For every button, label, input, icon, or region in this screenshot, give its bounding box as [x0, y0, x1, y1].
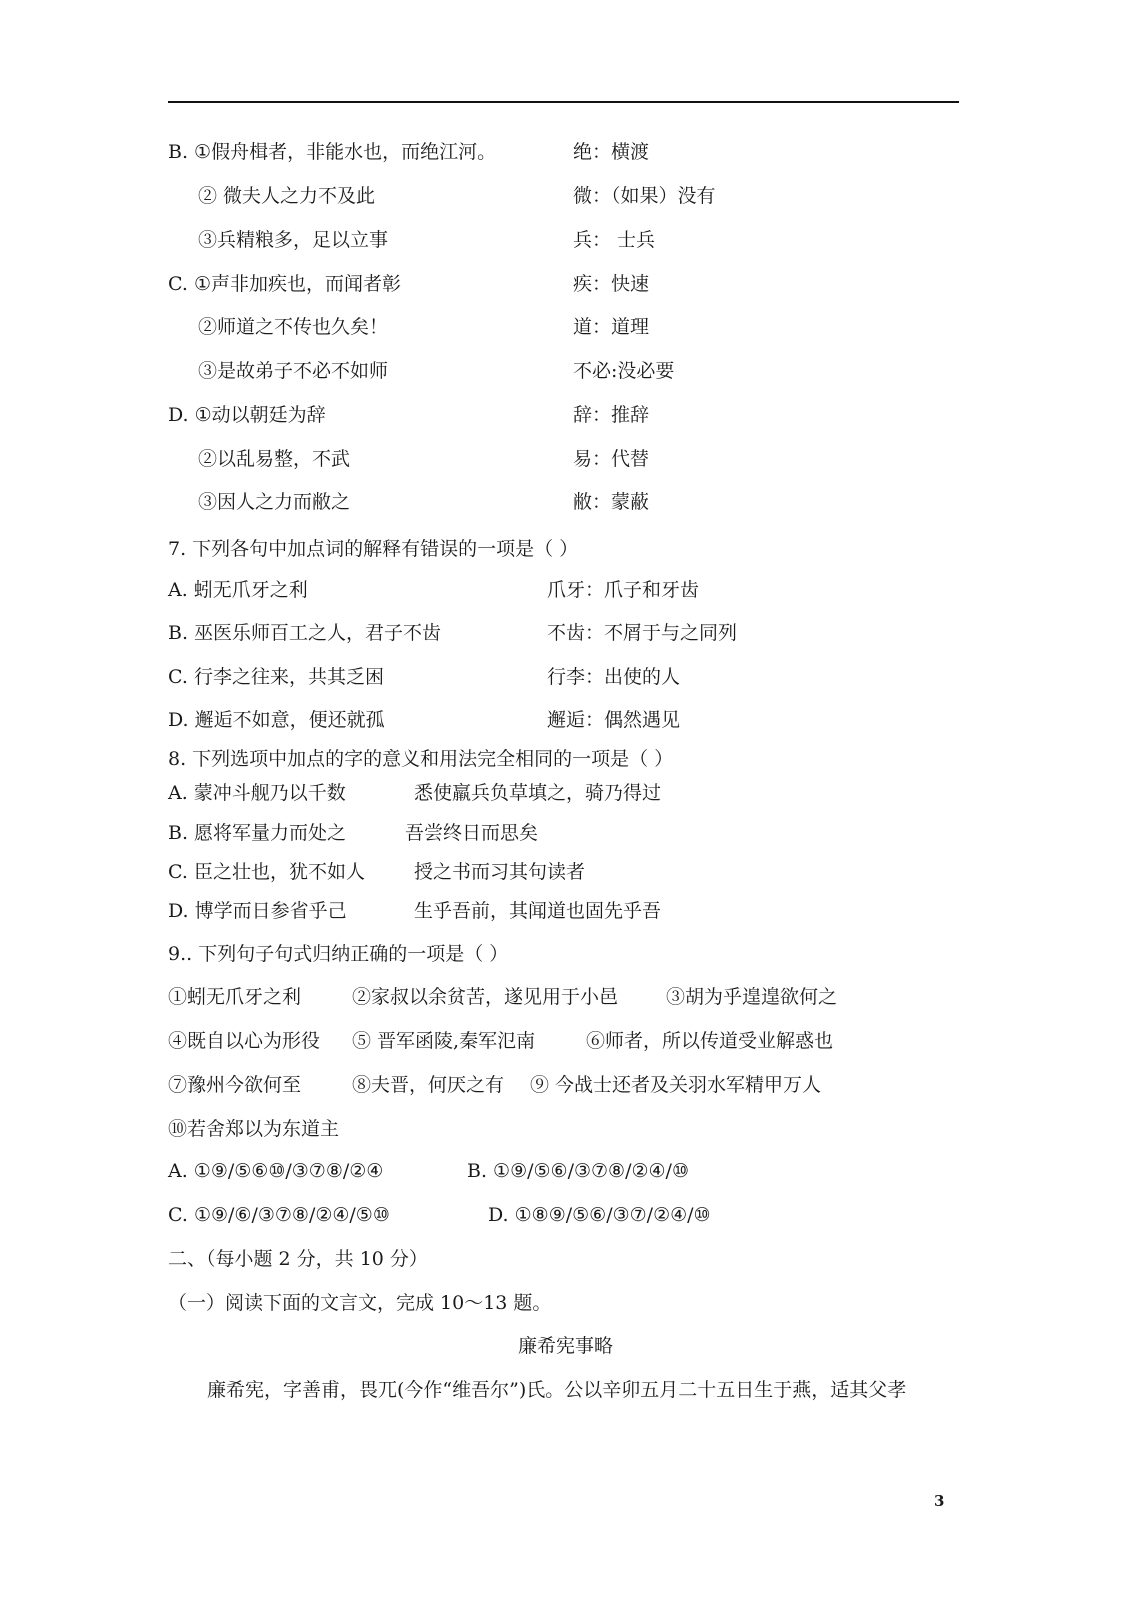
q9-sentence-1: ①蚓无爪牙之利 [168, 986, 302, 1008]
q8-option-a-right: 悉使羸兵负草填之，骑乃得过 [414, 782, 662, 804]
q9-answer-c: C. ①⑨/⑥/③⑦⑧/②④/⑤⑩ [168, 1204, 390, 1226]
q6-b-item-2: ② 微夫人之力不及此 [198, 185, 376, 207]
header-rule [168, 101, 959, 103]
q6-c-item-3: ③是故弟子不必不如师 [198, 360, 389, 382]
q9-sentence-9: ⑨ 今战士还者及关羽水军精甲万人 [530, 1074, 822, 1096]
page-number: 3 [934, 1492, 945, 1510]
q8-option-c-right: 授之书而习其句读者 [414, 861, 586, 883]
passage-paragraph: 廉希宪，字善甫，畏兀(今作“维吾尔”)氏。公以辛卯五月二十五日生于燕，适其父孝 [207, 1379, 907, 1401]
q9-sentence-3: ③胡为乎遑遑欲何之 [666, 986, 838, 1008]
q6-d-item-1: D. ①动以朝廷为辞 [168, 404, 326, 426]
q6-d-gloss-3: 敝：蒙蔽 [573, 491, 650, 513]
q8-option-d-right: 生乎吾前，其闻道也固先乎吾 [414, 900, 662, 922]
q9-sentence-6: ⑥师者，所以传道受业解惑也 [586, 1030, 834, 1052]
q6-b-item-1: B. ①假舟楫者，非能水也，而绝江河。 [168, 141, 497, 163]
q9-sentence-10: ⑩若舍郑以为东道主 [168, 1118, 340, 1140]
q8-stem: 8. 下列选项中加点的字的意义和用法完全相同的一项是（ ） [168, 748, 674, 770]
q6-c-gloss-3: 不必:没必要 [573, 360, 675, 382]
q8-option-c: C. 臣之壮也，犹不如人 [168, 861, 365, 883]
section-instructions: （一）阅读下面的文言文，完成 10～13 题。 [168, 1292, 552, 1314]
q6-d-item-2: ②以乱易整，不武 [198, 448, 351, 470]
q9-sentence-5: ⑤ 晋军函陵,秦军氾南 [352, 1030, 536, 1052]
q9-sentence-7: ⑦豫州今欲何至 [168, 1074, 302, 1096]
q6-c-gloss-1: 疾：快速 [573, 273, 650, 295]
q8-option-b-right: 吾尝终日而思矣 [405, 822, 539, 844]
q6-c-item-1: C. ①声非加疾也，而闻者彰 [168, 273, 401, 295]
q6-b-item-3: ③兵精粮多，足以立事 [198, 229, 389, 251]
q7-gloss-c: 行李：出使的人 [547, 666, 681, 688]
q9-sentence-8: ⑧夫晋，何厌之有 [352, 1074, 505, 1096]
q6-d-item-3: ③因人之力而敝之 [198, 491, 351, 513]
q7-option-d: D. 邂逅不如意，便还就孤 [168, 709, 385, 731]
q6-d-gloss-1: 辞：推辞 [573, 404, 650, 426]
q6-d-gloss-2: 易：代替 [573, 448, 650, 470]
q7-gloss-b: 不齿：不屑于与之同列 [547, 622, 738, 644]
q8-option-d: D. 博学而日参省乎己 [168, 900, 347, 922]
q8-option-a: A. 蒙冲斗舰乃以千数 [168, 782, 346, 804]
q6-c-item-2: ②师道之不传也久矣！ [198, 316, 389, 338]
q9-sentence-2: ②家叔以余贫苦，遂见用于小邑 [352, 986, 619, 1008]
q7-option-c: C. 行李之往来，共其乏困 [168, 666, 384, 688]
q9-answer-d: D. ①⑧⑨/⑤⑥/③⑦/②④/⑩ [488, 1204, 711, 1226]
q7-stem: 7. 下列各句中加点词的解释有错误的一项是（ ） [168, 538, 579, 560]
q9-stem: 9.. 下列句子句式归纳正确的一项是（ ） [168, 943, 509, 965]
q6-c-gloss-2: 道：道理 [573, 316, 650, 338]
q7-gloss-d: 邂逅：偶然遇见 [547, 709, 681, 731]
q7-option-a: A. 蚓无爪牙之利 [168, 579, 308, 601]
section-heading: 二、（每小题 2 分，共 10 分） [168, 1248, 428, 1270]
q6-b-gloss-3: 兵： 士兵 [573, 229, 656, 251]
q6-b-gloss-2: 微：（如果）没有 [573, 185, 716, 207]
q7-option-b: B. 巫医乐师百工之人，君子不齿 [168, 622, 442, 644]
q6-b-gloss-1: 绝：横渡 [573, 141, 650, 163]
passage-title: 廉希宪事略 [517, 1335, 613, 1357]
q9-answer-a: A. ①⑨/⑤⑥⑩/③⑦⑧/②④ [168, 1160, 384, 1182]
q9-answer-b: B. ①⑨/⑤⑥/③⑦⑧/②④/⑩ [467, 1160, 689, 1182]
q9-sentence-4: ④既自以心为形役 [168, 1030, 321, 1052]
q8-option-b: B. 愿将军量力而处之 [168, 822, 347, 844]
q7-gloss-a: 爪牙：爪子和牙齿 [547, 579, 700, 601]
